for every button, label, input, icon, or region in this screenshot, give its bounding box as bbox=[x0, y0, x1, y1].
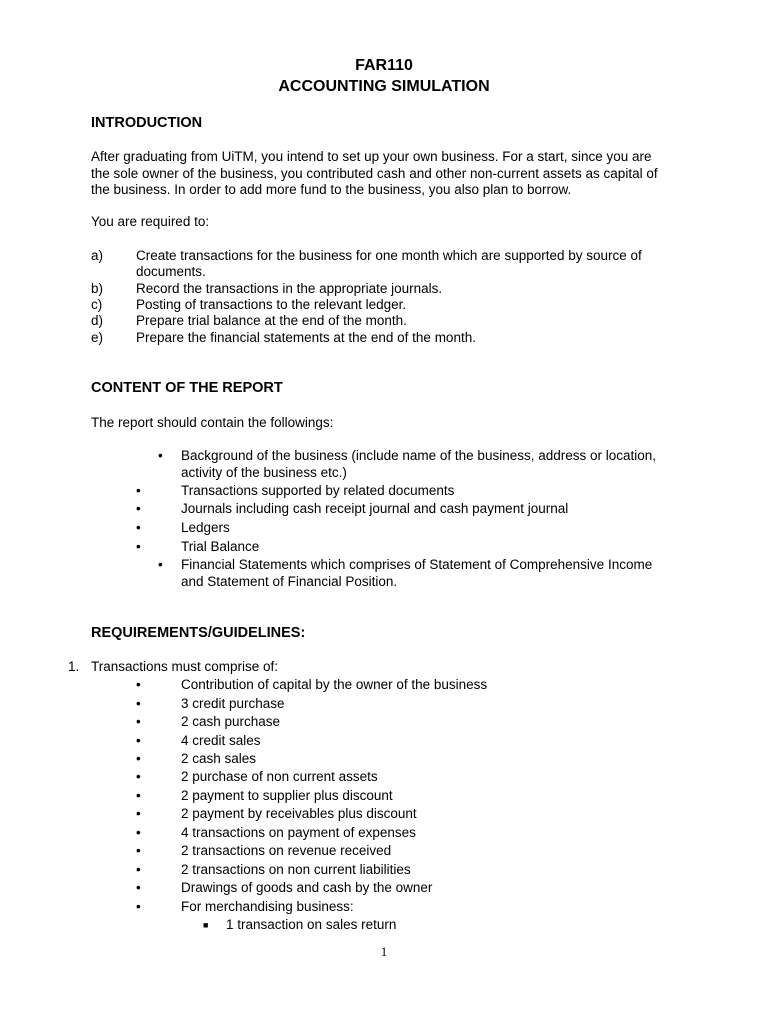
square-bullet-icon: ■ bbox=[203, 920, 209, 930]
document-title: FAR110 bbox=[355, 57, 413, 74]
bullet-icon: • bbox=[158, 557, 163, 572]
requirement-bullet-text: 3 credit purchase bbox=[181, 696, 285, 711]
required-statement: You are required to: bbox=[91, 214, 210, 229]
introduction-paragraph-line: After graduating from UiTM, you intend to set up your own business. For a start, since you are bbox=[91, 149, 652, 164]
content-intro: The report should contain the followings: bbox=[91, 415, 334, 430]
bullet-icon: • bbox=[136, 880, 141, 895]
requirement-text: Transactions must comprise of: bbox=[91, 659, 279, 674]
requirement-bullet-text: Contribution of capital by the owner of the business bbox=[181, 677, 488, 692]
requirement-sub-bullet-text: 1 transaction on sales return bbox=[226, 917, 397, 932]
requirement-bullet-text: 4 credit sales bbox=[181, 733, 261, 748]
task-text: Prepare the financial statements at the end of the month. bbox=[136, 330, 476, 345]
bullet-icon: • bbox=[136, 733, 141, 748]
bullet-icon: • bbox=[136, 769, 141, 784]
bullet-icon: • bbox=[136, 483, 141, 498]
content-bullet-text: Ledgers bbox=[181, 520, 230, 535]
content-bullet-text: activity of the business etc.) bbox=[181, 465, 347, 480]
task-label: e) bbox=[91, 330, 104, 345]
requirement-number: 1. bbox=[68, 659, 80, 674]
task-text: Create transactions for the business for one month which are supported by source of bbox=[136, 248, 642, 263]
requirement-bullet-text: 4 transactions on payment of expenses bbox=[181, 825, 416, 840]
bullet-icon: • bbox=[158, 448, 163, 463]
introduction-paragraph-line: the sole owner of the business, you contributed cash and other non-current assets as capital of bbox=[91, 166, 658, 181]
bullet-icon: • bbox=[136, 677, 141, 692]
bullet-icon: • bbox=[136, 539, 141, 554]
requirement-bullet-text: 2 transactions on revenue received bbox=[181, 843, 392, 858]
bullet-icon: • bbox=[136, 520, 141, 535]
requirement-bullet-text: Drawings of goods and cash by the owner bbox=[181, 880, 433, 895]
task-label: a) bbox=[91, 248, 104, 263]
document-subtitle: ACCOUNTING SIMULATION bbox=[278, 78, 490, 95]
requirement-bullet-text: For merchandising business: bbox=[181, 899, 354, 914]
task-text: documents. bbox=[136, 264, 206, 279]
bullet-icon: • bbox=[136, 501, 141, 516]
bullet-icon: • bbox=[136, 696, 141, 711]
introduction-heading: INTRODUCTION bbox=[91, 115, 203, 131]
bullet-icon: • bbox=[136, 788, 141, 803]
bullet-icon: • bbox=[136, 714, 141, 729]
content-bullet-text: and Statement of Financial Position. bbox=[181, 574, 398, 589]
requirement-bullet-text: 2 cash purchase bbox=[181, 714, 281, 729]
content-bullet-text: Financial Statements which comprises of Statement of Comprehensive Income bbox=[181, 557, 653, 572]
content-bullet-text: Transactions supported by related documents bbox=[181, 483, 455, 498]
task-label: d) bbox=[91, 313, 104, 328]
requirements-heading: REQUIREMENTS/GUIDELINES: bbox=[91, 625, 306, 641]
bullet-icon: • bbox=[136, 862, 141, 877]
bullet-icon: • bbox=[136, 843, 141, 858]
bullet-icon: • bbox=[136, 751, 141, 766]
introduction-paragraph-line: the business. In order to add more fund to the business, you also plan to borrow. bbox=[91, 182, 572, 197]
content-heading: CONTENT OF THE REPORT bbox=[91, 380, 283, 396]
page-number: 1 bbox=[380, 944, 388, 959]
requirement-bullet-text: 2 purchase of non current assets bbox=[181, 769, 378, 784]
content-bullet-text: Journals including cash receipt journal and cash payment journal bbox=[181, 501, 569, 516]
task-label: b) bbox=[91, 281, 104, 296]
content-bullet-text: Background of the business (include name of the business, address or location, bbox=[181, 448, 657, 463]
requirement-bullet-text: 2 transactions on non current liabilities bbox=[181, 862, 411, 877]
bullet-icon: • bbox=[136, 899, 141, 914]
task-label: c) bbox=[91, 297, 103, 312]
task-text: Prepare trial balance at the end of the month. bbox=[136, 313, 407, 328]
bullet-icon: • bbox=[136, 806, 141, 821]
requirement-bullet-text: 2 payment by receivables plus discount bbox=[181, 806, 417, 821]
task-text: Posting of transactions to the relevant ledger. bbox=[136, 297, 407, 312]
requirement-bullet-text: 2 cash sales bbox=[181, 751, 257, 766]
task-text: Record the transactions in the appropriate journals. bbox=[136, 281, 443, 296]
bullet-icon: • bbox=[136, 825, 141, 840]
content-bullet-text: Trial Balance bbox=[181, 539, 260, 554]
requirement-bullet-text: 2 payment to supplier plus discount bbox=[181, 788, 393, 803]
